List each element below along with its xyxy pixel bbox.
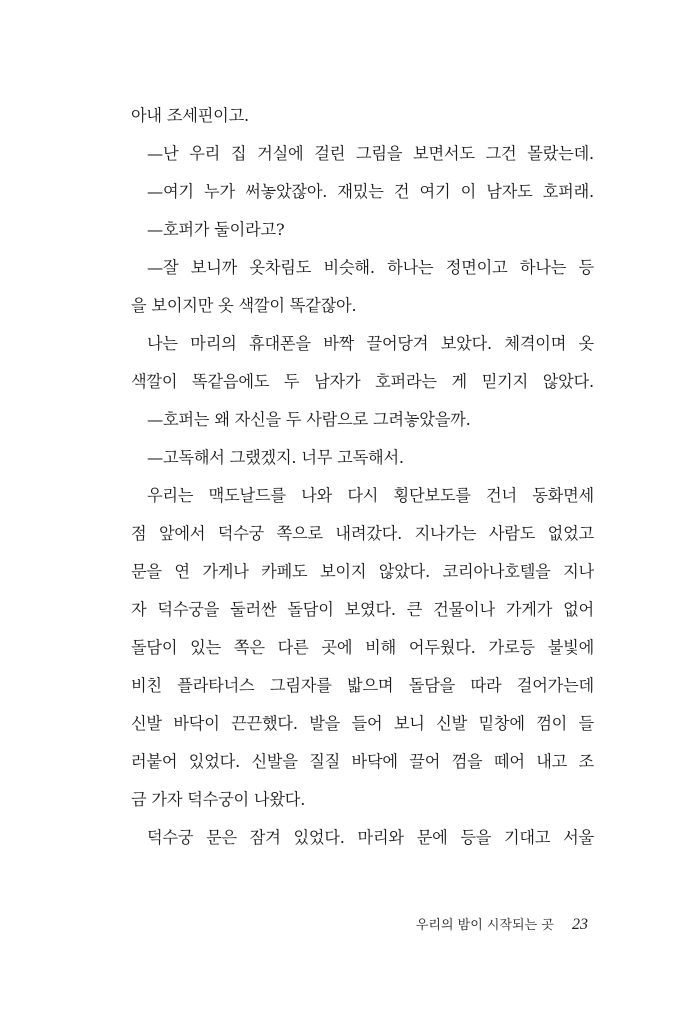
text-line: 우리는 맥도날드를 나와 다시 횡단보도를 건너 동화면세	[147, 486, 594, 505]
text-line: —고독해서 그랬겠지. 너무 고독해서.	[147, 448, 404, 467]
text-line: 자 덕수궁을 둘러싼 돌담이 보였다. 큰 건물이나 가게가 없어	[131, 600, 594, 619]
text-line: 신발 바닥이 끈끈했다. 발을 들어 보니 신발 밑창에 껌이 들	[131, 714, 594, 733]
text-line: 러붙어 있었다. 신발을 질질 바닥에 끌어 껌을 떼어 내고 조	[131, 752, 594, 771]
text-line: —난 우리 집 거실에 걸린 그림을 보면서도 그건 몰랐는데.	[147, 144, 594, 163]
running-title: 우리의 밤이 시작되는 곳	[415, 918, 554, 933]
text-line: 문을 연 가게나 카페도 보이지 않았다. 코리아나호텔을 지나	[131, 562, 594, 581]
text-line: 비친 플라타너스 그림자를 밟으며 돌담을 따라 걸어가는데	[131, 676, 594, 695]
text-line: 나는 마리의 휴대폰을 바짝 끌어당겨 보았다. 체격이며 옷	[147, 334, 594, 353]
text-line: 금 가자 덕수궁이 나왔다.	[131, 790, 306, 809]
text-line: 돌담이 있는 쪽은 다른 곳에 비해 어두웠다. 가로등 불빛에	[131, 638, 594, 657]
text-line: —여기 누가 써놓았잖아. 재밌는 건 여기 이 남자도 호퍼래.	[147, 182, 594, 201]
text-line: —호퍼가 둘이라고?	[147, 220, 285, 239]
text-line: 아내 조세핀이고.	[131, 106, 249, 125]
body-text	[131, 97, 594, 857]
text-line: 을 보이지만 옷 색깔이 똑같잖아.	[131, 296, 357, 315]
page-footer	[416, 914, 588, 934]
text-line: —잘 보니까 옷차림도 비슷해. 하나는 정면이고 하나는 등	[147, 258, 594, 277]
text-line: 덕수궁 문은 잠겨 있었다. 마리와 문에 등을 기대고 서울	[147, 828, 594, 847]
text-line: —호퍼는 왜 자신을 두 사람으로 그려놓았을까.	[147, 410, 471, 429]
page-number: 23	[572, 916, 588, 933]
text-line: 색깔이 똑같음에도 두 남자가 호퍼라는 게 믿기지 않았다.	[131, 372, 594, 391]
text-line: 점 앞에서 덕수궁 쪽으로 내려갔다. 지나가는 사람도 없었고	[131, 524, 594, 543]
